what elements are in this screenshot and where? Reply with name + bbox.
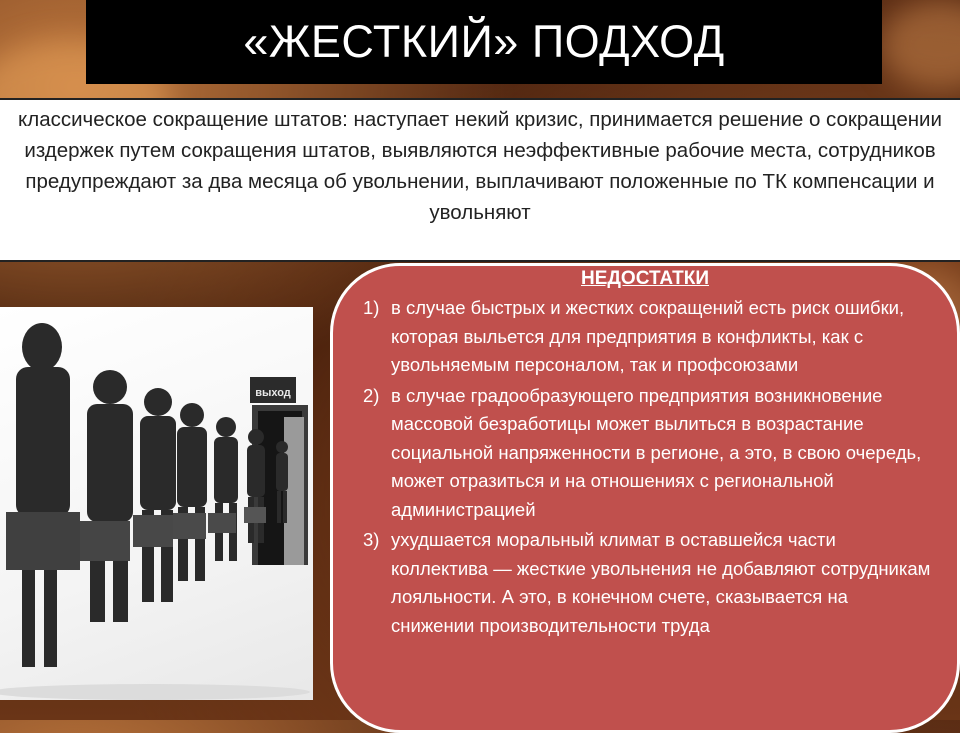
- definition-text: классическое сокращение штатов: наступает некий кризис, принимается решение о сокращении издержек путем сокращения штатов, выявляются неэффективные рабочие места, сотрудников предупреждают за два месяца об увольнении, выплачивают положенные по ТК компенсации и увольняют: [18, 108, 942, 224]
- list-item: [333, 294, 957, 380]
- door-sign-text: выход: [255, 387, 291, 399]
- people-leaving-photo: [0, 307, 313, 700]
- definition-box: [0, 98, 960, 262]
- list-item-number: 3): [363, 529, 380, 550]
- list-item-text: в случае быстрых и жестких сокращений есть риск ошибки, которая выльется для предприятия в конфликты, как с увольняемым персоналом, так и профсоюзами: [391, 297, 905, 375]
- list-item-number: 2): [363, 384, 380, 406]
- list-item-text: в случае градообразующего предприятия возникновение массовой безработицы может вылиться в возрастание социальной напряженности в регионе, а это, в свою очередь, может отразиться и на отношениях с региональной администрацией: [391, 384, 922, 520]
- list-item: [333, 526, 957, 640]
- drawbacks-list: [333, 294, 957, 640]
- people-with-briefcases-illustration: [0, 307, 313, 700]
- background-glow: [880, 0, 960, 90]
- list-item-text: ухудшается моральный климат в оставшейся части коллектива — жесткие увольнения не добавляют сотрудникам лояльности. А это, в конечном счете, сказывается на снижении производительности труда: [391, 529, 931, 636]
- slide-title: «ЖЕСТКИЙ» ПОДХОД: [243, 16, 725, 67]
- drawbacks-panel: [330, 263, 960, 733]
- list-item-number: 1): [363, 297, 380, 318]
- drawbacks-heading: НЕДОСТАТКИ: [581, 268, 709, 289]
- title-bar: [86, 0, 882, 84]
- list-item: [333, 382, 957, 525]
